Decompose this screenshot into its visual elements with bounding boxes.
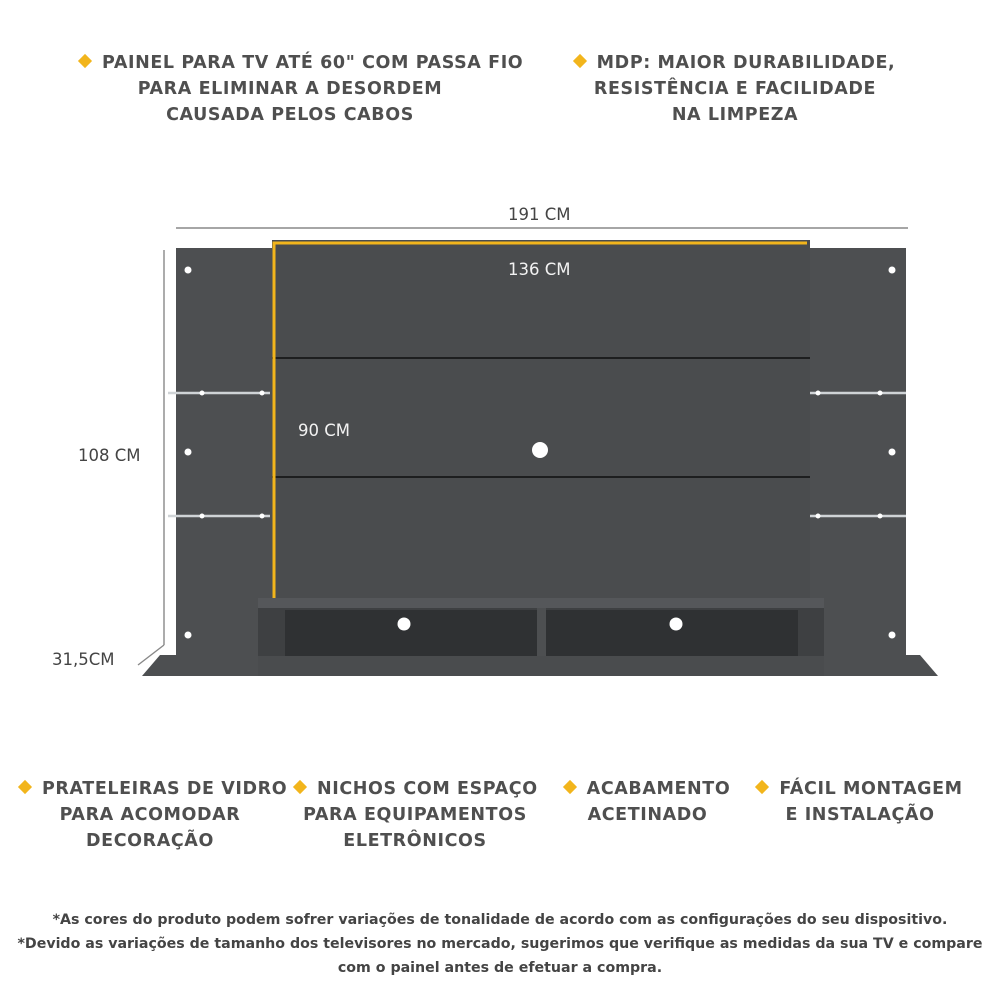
central-panel [272, 240, 810, 612]
niche-cable-hole [670, 618, 683, 631]
size-note: *Devido as variações de tamanho dos televisores no mercado, sugerimos que verifique as medidas da sua TV e compare [17, 936, 983, 952]
screw-dot [889, 632, 896, 639]
panel-width-label: 136 CM [508, 260, 571, 279]
total-width-label: 191 CM [508, 205, 571, 224]
feature-glass-shelves: PRATELEIRAS DE VIDRO PARA ACOMODAR DECORAÇÃO [20, 776, 280, 854]
panel-height-label: 90 CM [298, 421, 350, 440]
screw-dot [185, 267, 192, 274]
screw-dot [889, 449, 896, 456]
disclaimer-notes [0, 908, 1000, 980]
niche-unit [258, 598, 824, 676]
total-height-label: 108 CM [78, 446, 141, 465]
cable-hole [532, 442, 548, 458]
diamond-bullet-icon [755, 780, 769, 794]
diamond-bullet-icon [293, 780, 307, 794]
feature-finish: ACABAMENTO ACETINADO [560, 776, 735, 828]
color-note: *As cores do produto podem sofrer variações de tonalidade de acordo com as configurações do seu dispositivo. [52, 912, 948, 928]
screw-dot [185, 449, 192, 456]
screw-dot [185, 632, 192, 639]
depth-label: 31,5CM [52, 650, 115, 669]
niche-cable-hole [398, 618, 411, 631]
feature-cable-pass: PAINEL PARA TV ATÉ 60" COM PASSA FIO PARA ELIMINAR A DESORDEM CAUSADA PELOS CABOS [80, 50, 500, 128]
diamond-bullet-icon [563, 780, 577, 794]
feature-assembly: FÁCIL MONTAGEM E INSTALAÇÃO [755, 776, 965, 828]
diamond-bullet-icon [18, 780, 32, 794]
screw-dot [889, 267, 896, 274]
feature-niches: NICHOS COM ESPAÇO PARA EQUIPAMENTOS ELETRÔNICOS [295, 776, 535, 854]
size-note-continued: com o painel antes de efetuar a compra. [337, 960, 663, 976]
feature-mdp: MDP: MAIOR DURABILIDADE, RESISTÊNCIA E FACILIDADE NA LIMPEZA [570, 50, 900, 128]
